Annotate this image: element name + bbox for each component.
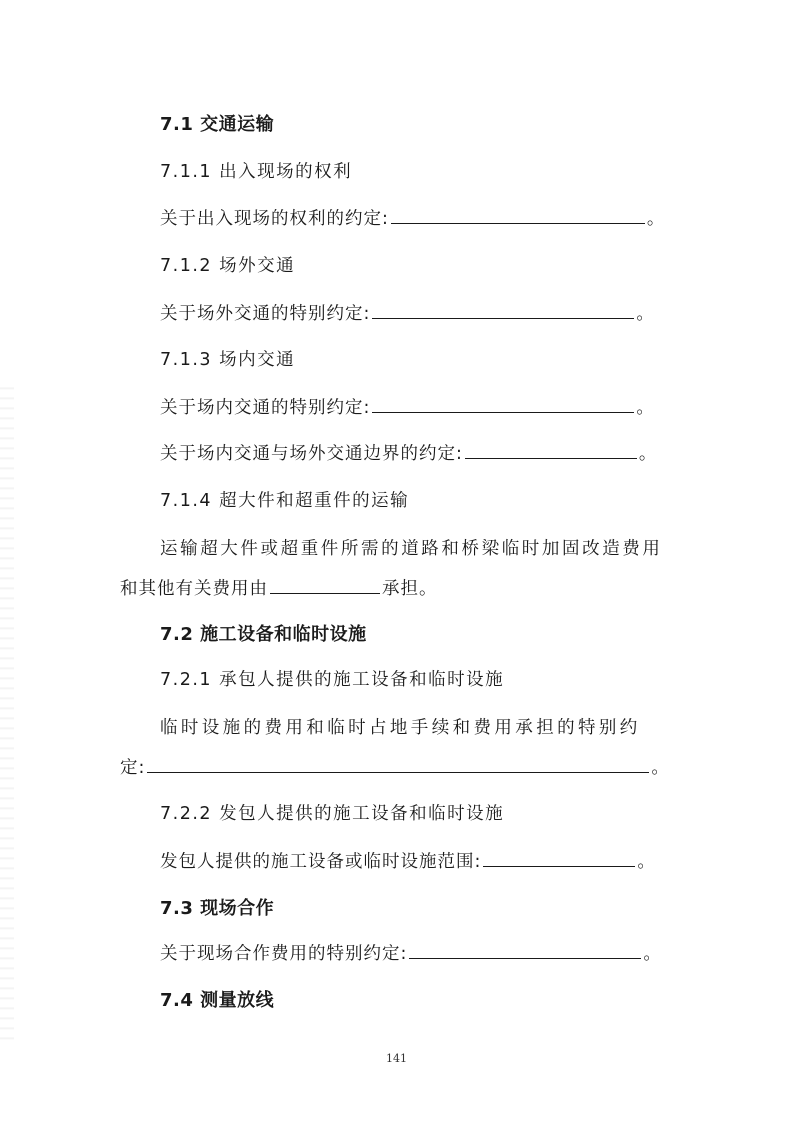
paragraph-oversize-transport: 运输超大件或超重件所需的道路和桥梁临时加固改造费用 <box>160 539 663 559</box>
clause-label: 关于场内交通与场外交通边界的约定: <box>160 444 463 464</box>
page-number: 141 <box>386 1052 407 1065</box>
heading-7-1-2: 7.1.2 场外交通 <box>160 256 296 276</box>
heading-7-2: 7.2 施工设备和临时设施 <box>160 624 367 645</box>
fill-in-blank[interactable] <box>147 756 649 773</box>
clause-label: 关于出入现场的权利的约定: <box>160 209 389 229</box>
heading-7-1-4: 7.1.4 超大件和超重件的运输 <box>160 491 410 511</box>
period-mark: 。 <box>646 209 666 229</box>
clause-entry-oversize-cost <box>120 575 438 600</box>
clause-entry-access-rights <box>160 205 665 230</box>
heading-7-1: 7.1 交通运输 <box>160 114 275 135</box>
clause-label: 关于现场合作费用的特别约定: <box>160 944 408 964</box>
clause-label: 定: <box>120 758 146 778</box>
heading-7-2-1: 7.2.1 承包人提供的施工设备和临时设施 <box>160 670 505 690</box>
clause-entry-temporary-facilities <box>120 754 670 779</box>
clause-entry-site-cooperation <box>160 940 662 965</box>
clause-entry-offsite-traffic <box>160 300 655 325</box>
fill-in-blank[interactable] <box>391 207 645 224</box>
clause-label: 关于场外交通的特别约定: <box>160 304 371 324</box>
fill-in-blank[interactable] <box>270 577 380 594</box>
clause-entry-employer-facilities <box>160 848 656 873</box>
clause-label: 发包人提供的施工设备或临时设施范围: <box>160 852 482 872</box>
clause-entry-onsite-traffic <box>160 394 655 419</box>
period-mark: 。 <box>636 398 655 418</box>
period-mark: 。 <box>637 852 656 872</box>
heading-7-4: 7.4 测量放线 <box>160 990 275 1011</box>
heading-7-2-2: 7.2.2 发包人提供的施工设备和临时设施 <box>160 804 505 824</box>
fill-in-blank[interactable] <box>483 850 635 867</box>
fill-in-blank[interactable] <box>465 442 637 459</box>
clause-label: 和其他有关费用由 <box>120 579 268 599</box>
period-mark: 。 <box>636 304 655 324</box>
period-mark: 。 <box>638 444 658 464</box>
heading-7-1-3: 7.1.3 场内交通 <box>160 350 296 370</box>
clause-label-tail: 承担。 <box>382 579 438 599</box>
fill-in-blank[interactable] <box>409 942 641 959</box>
clause-label: 关于场内交通的特别约定: <box>160 398 371 418</box>
period-mark: 。 <box>651 758 670 778</box>
heading-7-3: 7.3 现场合作 <box>160 898 275 919</box>
period-mark: 。 <box>643 944 662 964</box>
fill-in-blank[interactable] <box>372 302 634 319</box>
paragraph-temporary-facilities: 临时设施的费用和临时占地手续和费用承担的特别约 <box>160 718 641 738</box>
fill-in-blank[interactable] <box>372 396 634 413</box>
scan-edge-noise <box>0 380 14 1040</box>
clause-entry-traffic-boundary <box>160 440 657 465</box>
heading-7-1-1: 7.1.1 出入现场的权利 <box>160 162 353 182</box>
